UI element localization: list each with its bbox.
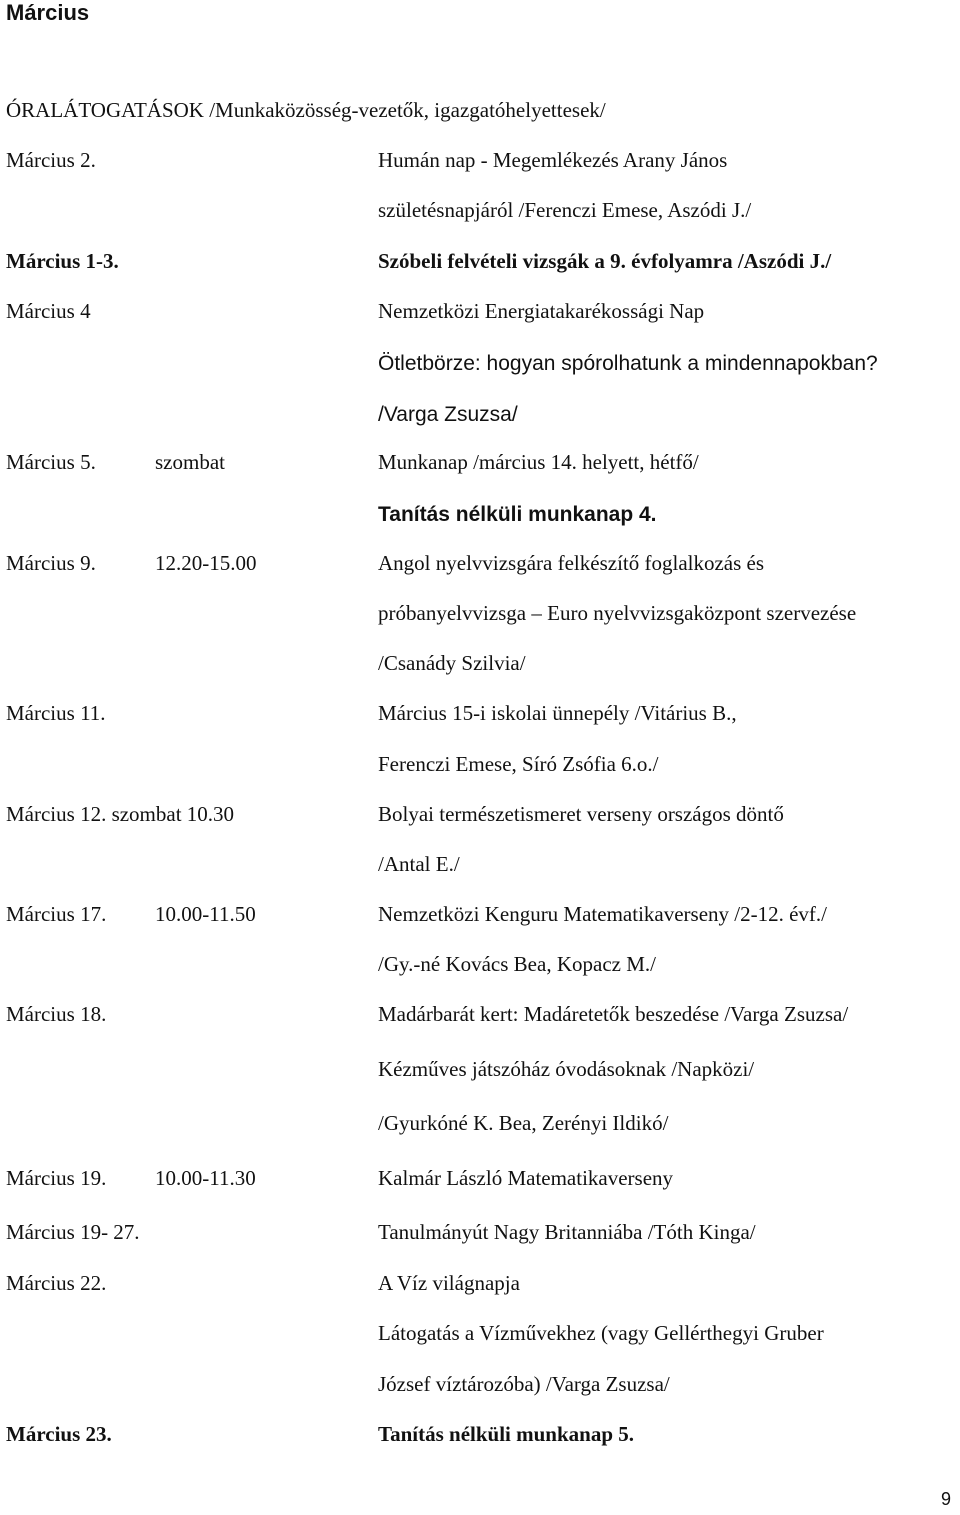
event-description: Tanítás nélküli munkanap 5. xyxy=(378,1422,635,1446)
event-day: szombat xyxy=(155,450,225,474)
event-date: Március 23. xyxy=(6,1422,112,1446)
event-date: Március 2. xyxy=(6,148,96,172)
event-description: Ötletbörze: hogyan spórolhatunk a mindennapokban? xyxy=(378,352,878,375)
event-description: Tanítás nélküli munkanap 4. xyxy=(378,503,657,526)
event-description: születésnapjáról /Ferenczi Emese, Aszódi J./ xyxy=(378,198,752,222)
event-date: Március 18. xyxy=(6,1002,107,1026)
event-time: 12.20-15.00 xyxy=(155,551,257,575)
event-time: 10.00-11.30 xyxy=(155,1166,256,1190)
event-description: Kézműves játszóház óvodásoknak /Napközi/ xyxy=(378,1057,755,1081)
event-date: Március 1-3. xyxy=(6,249,119,273)
event-description: Nemzetközi Kenguru Matematikaverseny /2-12. évf./ xyxy=(378,902,828,926)
event-description: /Gy.-né Kovács Bea, Kopacz M./ xyxy=(378,952,656,976)
event-description: próbanyelvvizsga – Euro nyelvvizsgaközpont szervezése xyxy=(378,601,857,625)
event-date: Március 12. szombat 10.30 xyxy=(6,802,235,826)
event-description: Nemzetközi Energiatakarékossági Nap xyxy=(378,299,705,323)
section-heading: ÓRALÁTOGATÁSOK /Munkaközösség-vezetők, igazgatóhelyettesek/ xyxy=(6,98,606,122)
event-date: Március 19- 27. xyxy=(6,1220,140,1244)
event-description: Kalmár László Matematikaverseny xyxy=(378,1166,674,1190)
event-description: Tanulmányút Nagy Britanniába /Tóth Kinga/ xyxy=(378,1220,756,1244)
event-description: /Gyurkóné K. Bea, Zerényi Ildikó/ xyxy=(378,1111,669,1135)
event-description: Munkanap /március 14. helyett, hétfő/ xyxy=(378,450,699,474)
page-title: Március xyxy=(6,0,90,25)
event-description: Bolyai természetismeret verseny országos döntő xyxy=(378,802,784,826)
page-number: 9 xyxy=(941,1489,952,1509)
event-date: Március 5. xyxy=(6,450,96,474)
event-description: Madárbarát kert: Madáretetők beszedése /Varga Zsuzsa/ xyxy=(378,1002,849,1026)
event-description: József víztározóba) /Varga Zsuzsa/ xyxy=(378,1372,670,1396)
event-description: /Varga Zsuzsa/ xyxy=(378,403,518,426)
event-description: Ferenczi Emese, Síró Zsófia 6.o./ xyxy=(378,752,659,776)
event-date: Március 19. xyxy=(6,1166,107,1190)
event-description: Szóbeli felvételi vizsgák a 9. évfolyamra /Aszódi J./ xyxy=(378,249,832,273)
event-description: Humán nap - Megemlékezés Arany János xyxy=(378,148,728,172)
event-description: Látogatás a Vízművekhez (vagy Gellérthegyi Gruber xyxy=(378,1321,824,1345)
event-date: Március 9. xyxy=(6,551,96,575)
event-date: Március 17. xyxy=(6,902,107,926)
event-description: /Csanády Szilvia/ xyxy=(378,651,526,675)
event-description: A Víz világnapja xyxy=(378,1271,520,1295)
event-description: Angol nyelvvizsgára felkészítő foglalkozás és xyxy=(378,551,765,575)
event-time: 10.00-11.50 xyxy=(155,902,256,926)
event-date: Március 11. xyxy=(6,701,106,725)
event-description: /Antal E./ xyxy=(378,852,460,876)
event-date: Március 22. xyxy=(6,1271,107,1295)
event-date: Március 4 xyxy=(6,299,91,323)
event-description: Március 15-i iskolai ünnepély /Vitárius B., xyxy=(378,701,737,725)
